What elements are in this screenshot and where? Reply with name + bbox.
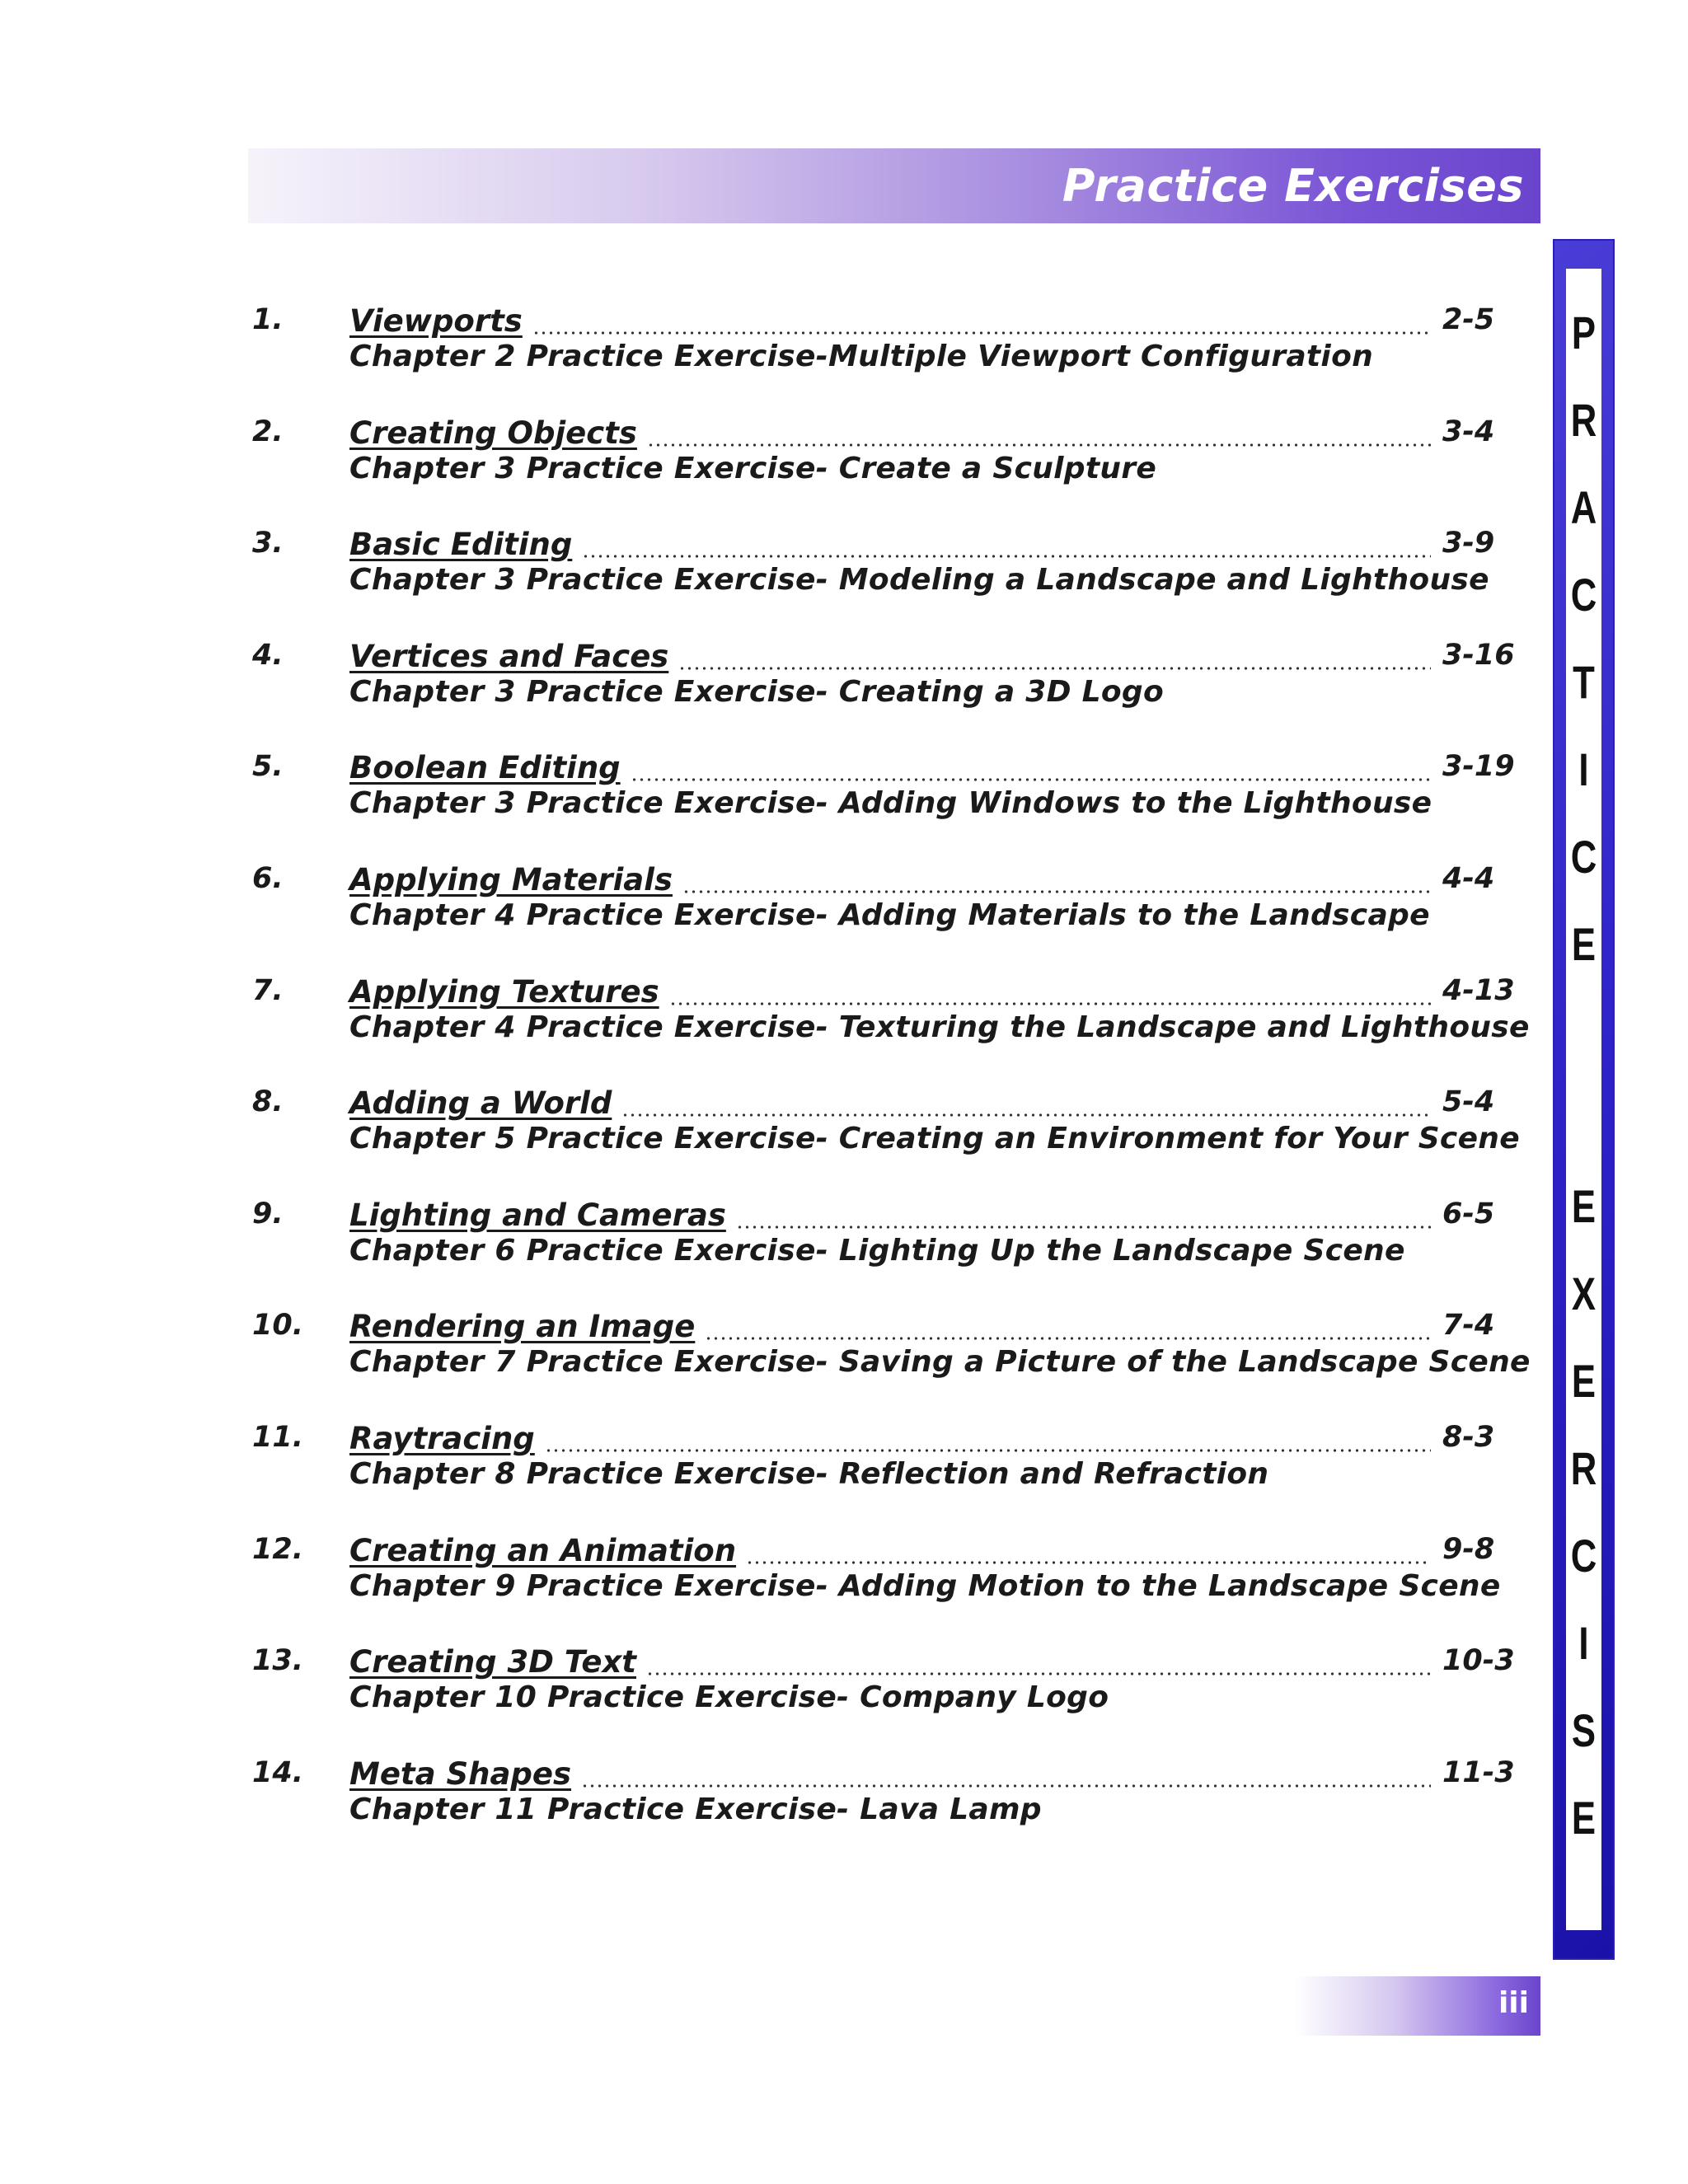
entry-subtitle: Chapter 10 Practice Exercise- Company Logo xyxy=(349,1680,1109,1714)
entry-title-line xyxy=(349,639,1431,677)
toc-entry xyxy=(0,1644,1688,1735)
dot-leader xyxy=(621,1113,1431,1117)
entry-number: 8. xyxy=(252,1085,284,1118)
entry-page-number: 4-13 xyxy=(1442,974,1515,1007)
dot-leader xyxy=(545,1449,1431,1452)
side-tab-letter: I xyxy=(1578,743,1589,795)
page-title: Practice Exercises xyxy=(1062,160,1524,212)
dot-leader xyxy=(582,555,1431,558)
dot-leader xyxy=(631,778,1431,781)
toc-entry xyxy=(0,1530,1688,1624)
entry-subtitle: Chapter 3 Practice Exercise- Creating a 3D Logo xyxy=(349,675,1165,709)
entry-link[interactable]: Vertices and Faces xyxy=(349,639,669,674)
dot-leader xyxy=(669,1002,1431,1005)
entry-page-number: 5-4 xyxy=(1442,1085,1495,1118)
entry-link[interactable]: Meta Shapes xyxy=(349,1756,572,1792)
entry-subtitle: Chapter 7 Practice Exercise- Saving a Picture of the Landscape Scene xyxy=(349,1345,1531,1379)
entry-title-line xyxy=(349,1756,1431,1794)
entry-title-line xyxy=(349,1421,1431,1459)
entry-link[interactable]: Rendering an Image xyxy=(349,1309,696,1344)
entry-number: 4. xyxy=(252,639,284,672)
entry-page-number: 10-3 xyxy=(1442,1644,1515,1677)
entry-page-number: 3-4 xyxy=(1442,415,1495,448)
toc-entry xyxy=(0,750,1688,841)
side-tab-letter: P xyxy=(1571,307,1597,359)
entry-number: 11. xyxy=(252,1421,304,1454)
entry-link[interactable]: Boolean Editing xyxy=(349,750,621,785)
toc-entry xyxy=(0,1309,1688,1399)
side-tab-letter: E xyxy=(1571,1355,1597,1407)
toc-entry xyxy=(0,974,1688,1065)
entry-link[interactable]: Viewports xyxy=(349,303,523,339)
entry-link[interactable]: Basic Editing xyxy=(349,527,573,562)
entry-page-number: 9-8 xyxy=(1442,1533,1495,1566)
entry-subtitle: Chapter 3 Practice Exercise- Create a Sculpture xyxy=(349,452,1157,485)
entry-subtitle: Chapter 4 Practice Exercise- Adding Materials to the Landscape xyxy=(349,898,1430,932)
toc-entry xyxy=(0,639,1688,729)
entry-number: 1. xyxy=(252,303,284,336)
dot-leader xyxy=(746,1561,1431,1564)
entry-title-line xyxy=(349,1085,1431,1123)
entry-link[interactable]: Creating 3D Text xyxy=(349,1644,636,1680)
side-tab-letter: C xyxy=(1570,831,1597,883)
entry-subtitle: Chapter 8 Practice Exercise- Reflection and Refraction xyxy=(349,1457,1269,1491)
entry-page-number: 4-4 xyxy=(1442,862,1495,895)
side-tab-letter: I xyxy=(1578,1617,1589,1669)
dot-leader xyxy=(705,1337,1431,1340)
footer-bar xyxy=(1295,1976,1540,2036)
side-tab-letter: T xyxy=(1573,656,1595,708)
entry-title-line xyxy=(349,1533,1431,1571)
entry-title-line xyxy=(349,1309,1431,1347)
entry-page-number: 11-3 xyxy=(1442,1756,1515,1789)
entry-number: 12. xyxy=(252,1533,304,1566)
toc-entry xyxy=(0,1421,1688,1511)
entry-subtitle: Chapter 5 Practice Exercise- Creating an Environment for Your Scene xyxy=(349,1122,1520,1155)
entry-number: 13. xyxy=(252,1644,304,1677)
entry-title-line xyxy=(349,750,1431,788)
entry-number: 14. xyxy=(252,1756,304,1789)
entry-page-number: 3-9 xyxy=(1442,527,1495,560)
entry-subtitle: Chapter 4 Practice Exercise- Texturing the Landscape and Lighthouse xyxy=(349,1010,1530,1044)
entry-number: 3. xyxy=(252,527,284,560)
entry-number: 9. xyxy=(252,1197,284,1230)
entry-link[interactable]: Creating Objects xyxy=(349,415,637,451)
side-tab-letter: S xyxy=(1571,1704,1597,1756)
entry-link[interactable]: Applying Materials xyxy=(349,862,673,898)
side-tab-letter: E xyxy=(1571,1180,1597,1232)
entry-page-number: 3-16 xyxy=(1442,639,1515,672)
toc-entry xyxy=(0,1756,1688,1847)
entry-number: 5. xyxy=(252,750,284,783)
dot-leader xyxy=(678,667,1431,670)
side-tab-letter: X xyxy=(1571,1268,1597,1319)
page-number: iii xyxy=(1498,1986,1529,2020)
entry-link[interactable]: Applying Textures xyxy=(349,974,659,1010)
toc-entry xyxy=(0,527,1688,621)
dot-leader xyxy=(682,890,1431,893)
side-tab-letter: R xyxy=(1570,1442,1597,1494)
side-tab-letter: C xyxy=(1570,569,1597,621)
entry-number: 10. xyxy=(252,1309,304,1342)
entry-page-number: 3-19 xyxy=(1442,750,1515,783)
entry-number: 2. xyxy=(252,415,284,448)
dot-leader xyxy=(532,331,1431,335)
entry-subtitle: Chapter 3 Practice Exercise- Adding Windows to the Lighthouse xyxy=(349,786,1432,820)
entry-title-line xyxy=(349,527,1431,565)
toc-entry xyxy=(0,415,1688,506)
entry-subtitle: Chapter 2 Practice Exercise-Multiple Viewport Configuration xyxy=(349,340,1374,373)
side-tab-letter: A xyxy=(1570,481,1597,533)
entry-title-line xyxy=(349,862,1431,900)
entry-link[interactable]: Adding a World xyxy=(349,1085,612,1121)
entry-title-line xyxy=(349,1197,1431,1235)
dot-leader xyxy=(647,443,1431,447)
dot-leader xyxy=(646,1672,1431,1675)
side-tab-letter: R xyxy=(1570,394,1597,446)
entry-link[interactable]: Raytracing xyxy=(349,1421,535,1456)
entry-subtitle: Chapter 9 Practice Exercise- Adding Motion to the Landscape Scene xyxy=(349,1569,1501,1603)
side-tab-letter: E xyxy=(1571,918,1597,970)
entry-subtitle: Chapter 11 Practice Exercise- Lava Lamp xyxy=(349,1793,1042,1826)
entry-title-line xyxy=(349,303,1431,341)
toc-entry xyxy=(0,1085,1688,1176)
entry-page-number: 8-3 xyxy=(1442,1421,1495,1454)
side-tab-letter: E xyxy=(1571,1792,1597,1844)
entry-number: 7. xyxy=(252,974,284,1007)
entry-title-line xyxy=(349,415,1431,453)
toc-entry xyxy=(0,1197,1688,1288)
toc-entry xyxy=(0,303,1688,394)
entry-page-number: 7-4 xyxy=(1442,1309,1495,1342)
header-banner xyxy=(248,148,1540,223)
entry-page-number: 6-5 xyxy=(1442,1197,1495,1230)
entry-link[interactable]: Lighting and Cameras xyxy=(349,1197,726,1233)
entry-subtitle: Chapter 6 Practice Exercise- Lighting Up the Landscape Scene xyxy=(349,1234,1405,1268)
side-tab-letter: C xyxy=(1570,1530,1597,1582)
entry-number: 6. xyxy=(252,862,284,895)
entry-title-line xyxy=(349,1644,1431,1682)
entry-subtitle: Chapter 3 Practice Exercise- Modeling a Landscape and Lighthouse xyxy=(349,563,1489,597)
entry-link[interactable]: Creating an Animation xyxy=(349,1533,737,1568)
dot-leader xyxy=(736,1226,1431,1229)
dot-leader xyxy=(581,1784,1431,1788)
entry-title-line xyxy=(349,974,1431,1012)
toc-entry xyxy=(0,862,1688,953)
entry-page-number: 2-5 xyxy=(1442,303,1495,336)
